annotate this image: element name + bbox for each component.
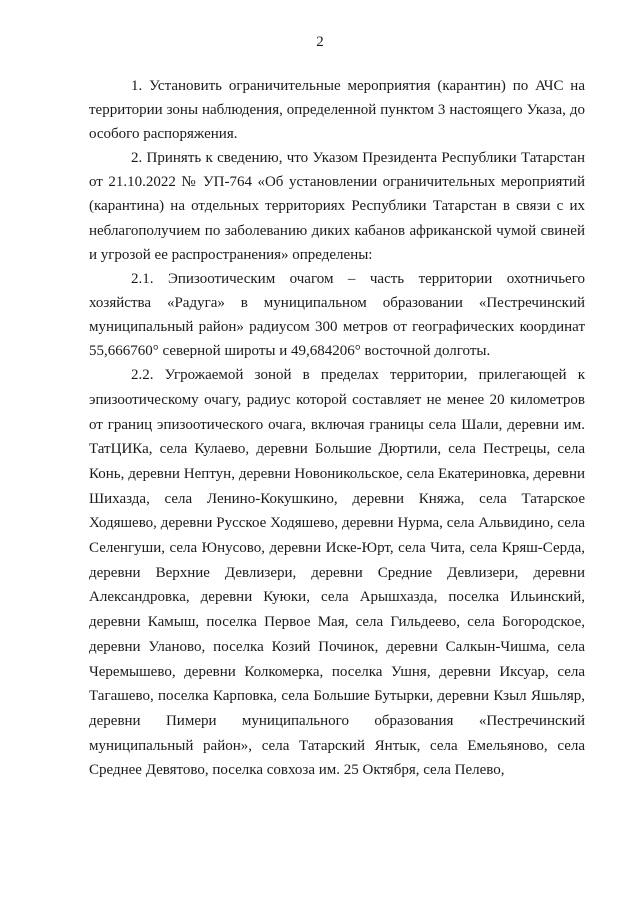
- paragraph-item-2-2: 2.2. Угрожаемой зоной в пределах территории, прилегающей к эпизоотическому очагу, радиус которой составляет не менее 20 километров от границ эпизоотического очага, включая границы села Шали, деревни им. ТатЦИКа, села Кулаево, деревни Большие Дюртили, села Пестрецы, села Конь, деревни Нептун, деревни Новоникольское, села Екатериновка, деревни Шихазда, села Ленино-Кокушкино, деревни Княжа, села Татарское Ходяшево, деревни Русское Ходяшево, деревни Нурма, села Альвидино, села Селенгуши, села Юнусово, деревни Иске-Юрт, села Чита, села Кряш-Серда, деревни Верхние Девлизери, деревни Средние Девлизери, деревни Александровка, деревни Куюки, села Арышхазда, поселка Ильинский, деревни Камыш, поселка Первое Мая, села Гильдеево, села Богородское, деревни Уланово, поселка Козий Починок, деревни Салкын-Чишма, села Черемышево, деревни Колкомерка, поселка Ушня, деревни Иксуар, села Тагашево, поселка Карповка, села Большие Бутырки, деревни Кзыл Яшьляр, деревни Пимери муниципального образования «Пестречинский муниципальный район», села Татарский Янтык, села Емельяново, села Среднее Девятово, поселка совхоза им. 25 Октября, села Пелево,: [89, 367, 585, 779]
- paragraph-item-2: 2. Принять к сведению, что Указом Президента Республики Татарстан от 21.10.2022 № УП-764 «Об установлении ограничительных мероприятий (карантина) на отдельных территориях Республики Татарстан в связи с их неблагополучием по заболеванию диких кабанов африканской чумой свиней и угрозой ее распространения» определены:: [89, 150, 585, 263]
- document-body: [89, 74, 585, 783]
- paragraph-item-2-1: 2.1. Эпизоотическим очагом – часть территории охотничьего хозяйства «Радуга» в муниципальном образовании «Пестречинский муниципальный район» радиусом 300 метров от географических координат 55,666760° северной широты и 49,684206° восточной долготы.: [89, 270, 585, 360]
- page-number: 2: [316, 34, 324, 50]
- paragraph-item-1: 1. Установить ограничительные мероприятия (карантин) по АЧС на территории зоны наблюдения, определенной пунктом 3 настоящего Указа, до особого распоряжения.: [89, 78, 585, 143]
